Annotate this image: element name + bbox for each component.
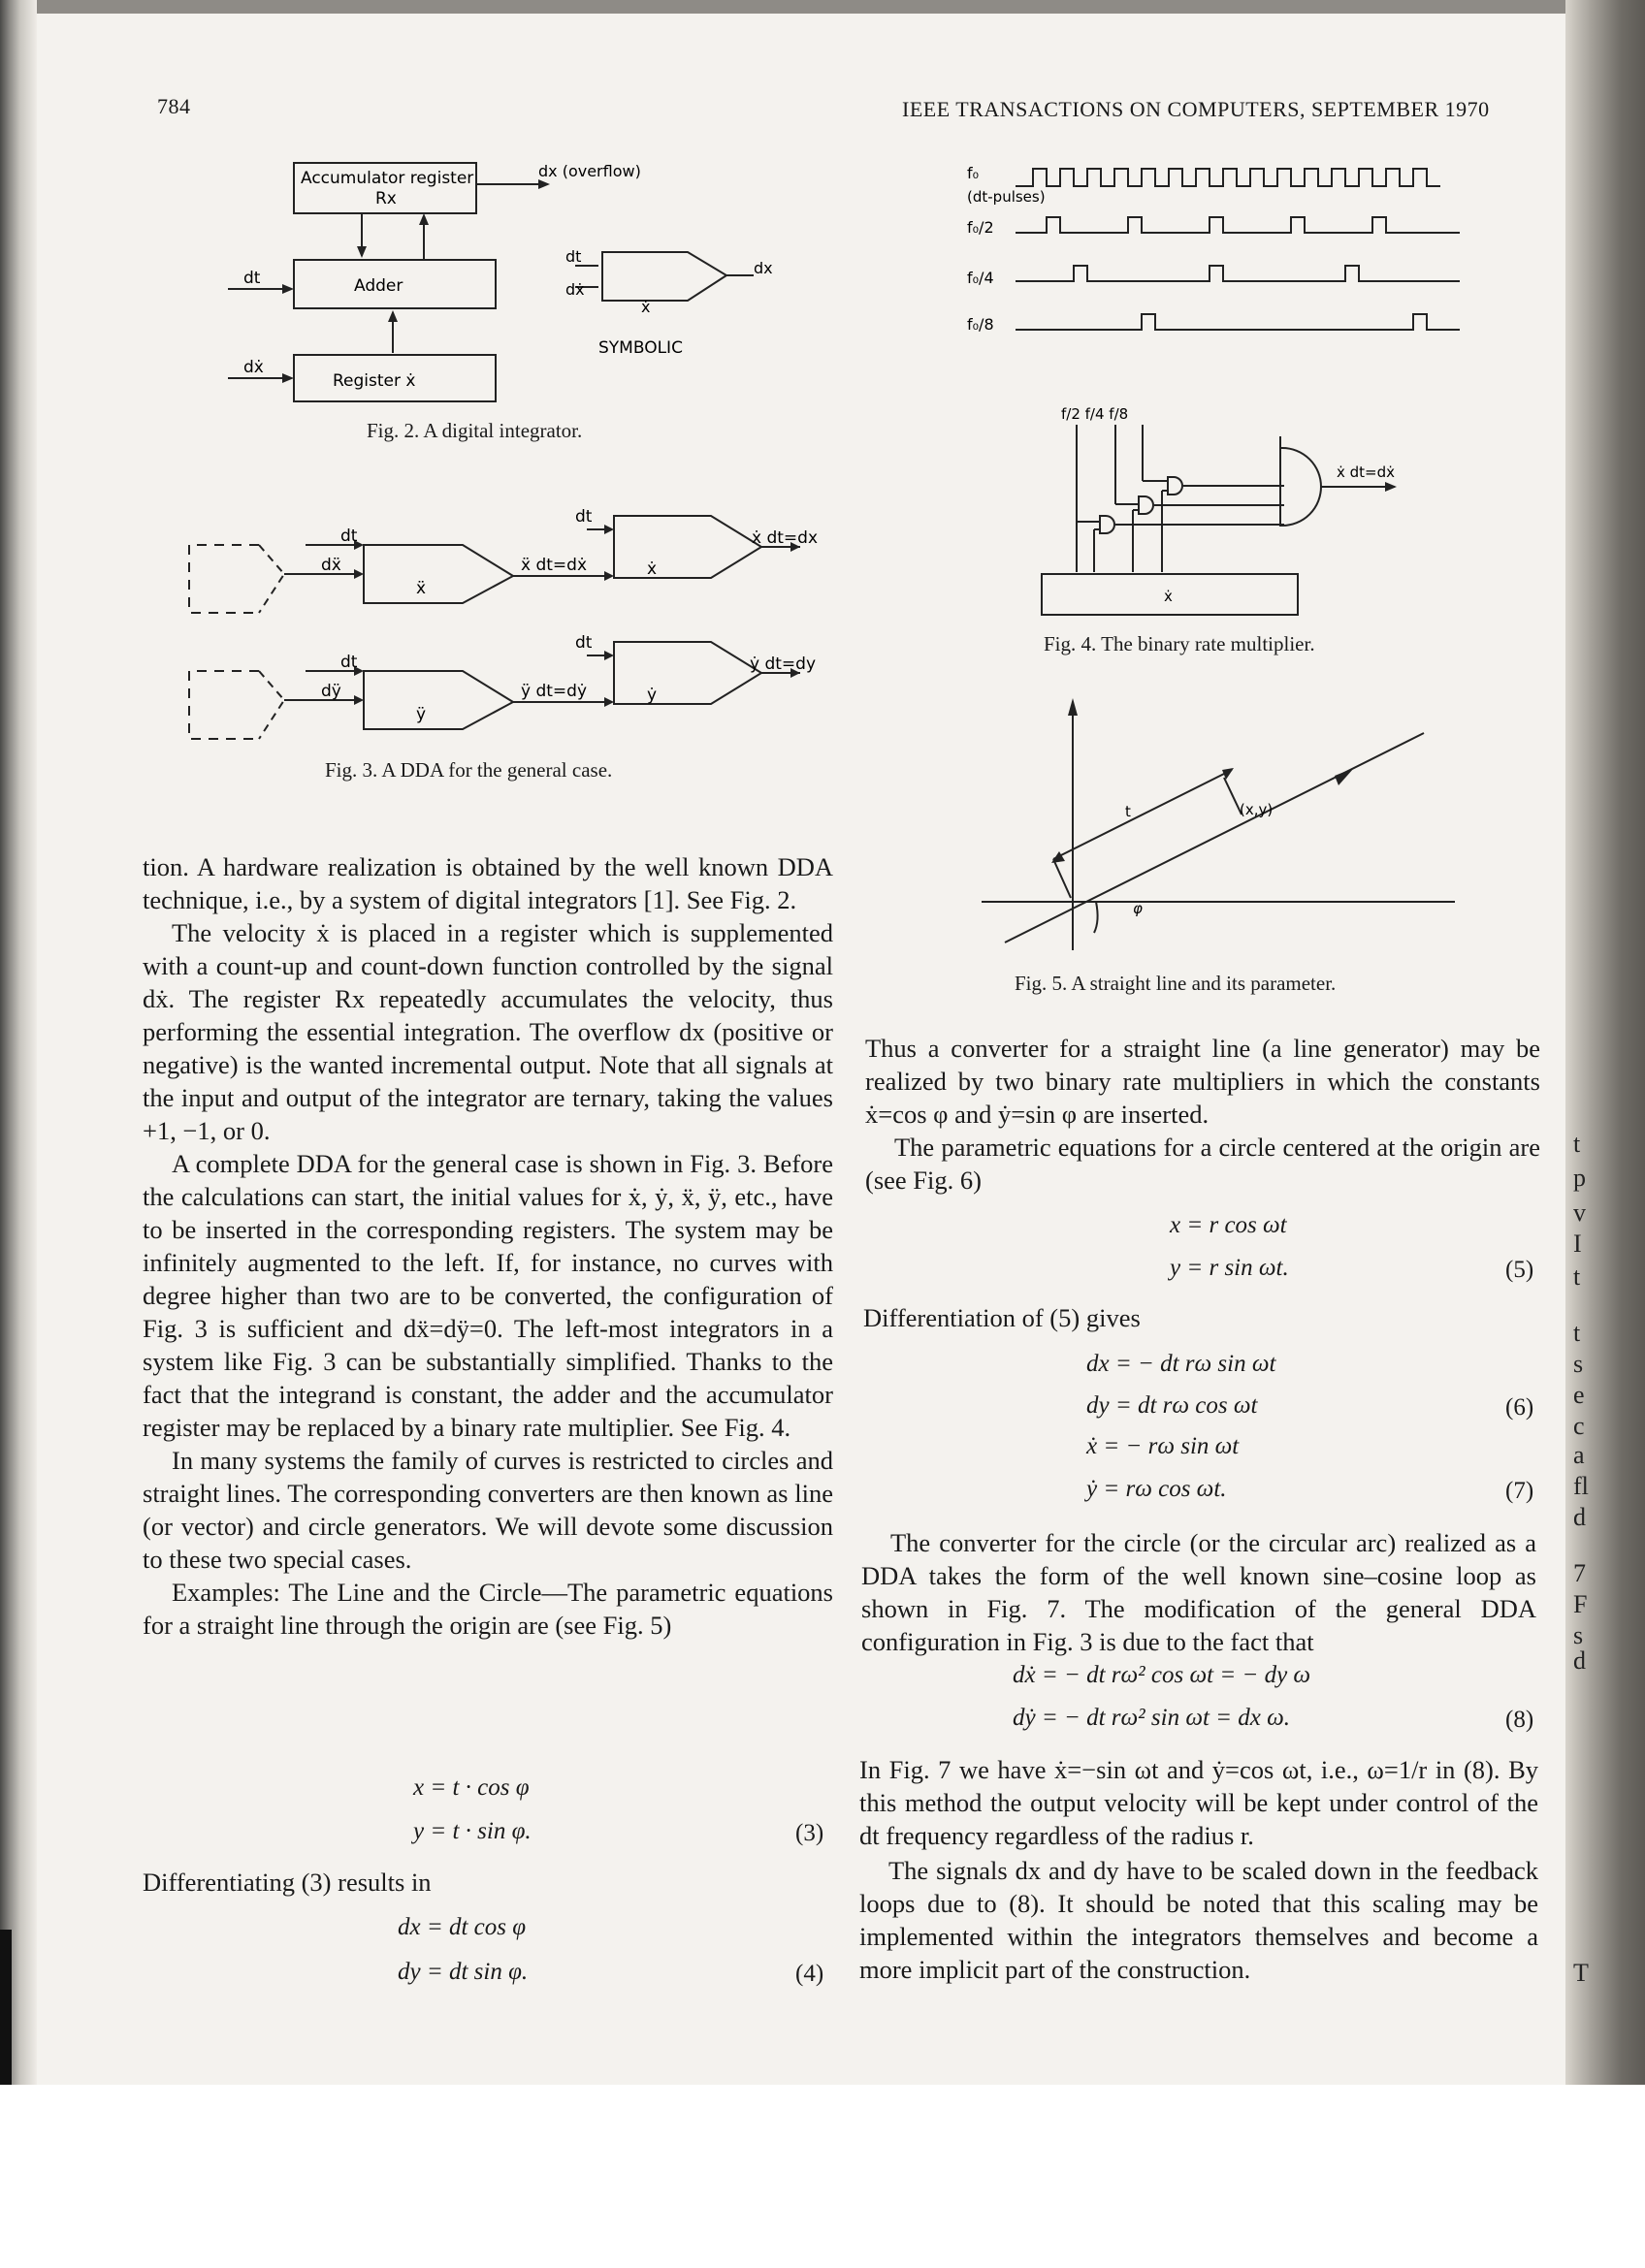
fig2-symbolic-x: ẋ: [641, 298, 651, 316]
left-para-4: In many systems the family of curves is restricted to circles and straight lines. The corresponding converters are then known as line (or vector) and circle generators. We will devote some discussion to these two special cases.: [143, 1446, 833, 1574]
fig3-caption: Fig. 3. A DDA for the general case.: [325, 758, 613, 782]
eq8-line-b: dẏ = − dt rω² sin ωt = dx ω.: [1013, 1705, 1291, 1731]
scan-top-edge: [0, 0, 1645, 14]
timing-f0-label: f₀: [967, 164, 980, 182]
fig4-register-label: ẋ: [1164, 588, 1173, 605]
eq6-number: (6): [1505, 1394, 1534, 1421]
eq3-line-b: y = t · sin φ.: [413, 1818, 532, 1844]
fig2-accumulator-label: Accumulator register: [301, 169, 474, 188]
margin-fragment: I: [1573, 1230, 1582, 1258]
fig5-angle-label: φ: [1133, 900, 1143, 917]
eq3-line-a: x = t · cos φ: [413, 1774, 530, 1801]
margin-fragment: t: [1573, 1262, 1581, 1291]
eq8-number: (8): [1505, 1707, 1534, 1733]
fig3-row1-mid: ẍ dt=dẋ: [521, 556, 588, 575]
fig3-row1-x-right: ẋ: [647, 559, 658, 579]
fig3-row1-out: ẋ dt=dx: [752, 528, 819, 548]
margin-fragment: d: [1573, 1503, 1586, 1531]
fig3-row2-dt-right: dt: [575, 633, 593, 653]
right-para-5: In Fig. 7 we have ẋ=−sin ωt and ẏ=cos ωt, i.e., ω=1/r in (8). By this method the output velocity will be kept under control of the dt frequency regardless of the radius r.: [859, 1755, 1538, 1850]
fig3-row1-integrator-right: [614, 516, 761, 578]
binding-shadow: [0, 0, 37, 2085]
fig2-input-dt: dt: [243, 269, 261, 288]
fig3-row2-integrator-left: [364, 671, 513, 729]
left-para-6: Differentiating (3) results in: [143, 1868, 432, 1897]
eq4-number: (4): [795, 1961, 824, 1987]
fig3-row1-dt-left: dt: [340, 527, 358, 546]
margin-fragment: t: [1573, 1319, 1581, 1347]
fig4-output-label: ẋ dt=dẋ: [1337, 463, 1396, 481]
fig4-and-gate-1: [1100, 516, 1114, 533]
fig4-and-gate-3: [1168, 477, 1182, 495]
right-para-4: The converter for the circle (or the circular arc) realized as a DDA takes the form of the well known sine–cosine loop as shown in Fig. 7. The modification of the general DDA configuration in Fig. 3 is due to the fact that: [861, 1528, 1536, 1656]
fig3-row1-dx-left: dẍ: [321, 556, 341, 575]
eq7-line-a: ẋ = − rω sin ωt: [1086, 1433, 1240, 1459]
page-number: 784: [157, 94, 191, 118]
page-curl-shadow: [1565, 0, 1645, 2085]
fig2-input-dx: dẋ: [243, 358, 264, 377]
fig3-row2-dy-left: dÿ: [321, 682, 341, 701]
fig2-symbolic-dt: dt: [565, 247, 582, 266]
fig2-register-label: Register ẋ: [333, 371, 416, 391]
fig3-row2-integrator-right: [614, 642, 761, 704]
fig4-and-gate-2: [1139, 496, 1153, 514]
right-para-6: The signals dx and dy have to be scaled down in the feedback loops due to (8). It should be noted that this scaling may be implemented within the integrators themselves and become a more implicit part of the construction.: [859, 1856, 1538, 1984]
fig3-row2-out: ẏ dt=dy: [750, 655, 817, 674]
eq7-line-b: ẏ = rω cos ωt.: [1086, 1476, 1227, 1502]
left-para-1: tion. A hardware realization is obtained by the well known DDA technique, i.e., by a system of digital integrators [1]. See Fig. 2.: [143, 852, 833, 914]
fig2-symbolic-dx: dẋ: [565, 280, 585, 299]
fig5-point-label: (x,y): [1240, 801, 1274, 818]
fig2-diagram: [218, 155, 800, 417]
margin-fragment: c: [1573, 1412, 1585, 1440]
eq5-line-b: y = r sin ωt.: [1170, 1255, 1289, 1281]
margin-fragment: t: [1573, 1130, 1581, 1158]
right-column: [865, 1032, 1540, 1197]
left-column: [143, 850, 833, 1642]
fig4-inputs-label: f/2 f/4 f/8: [1061, 407, 1129, 423]
eq4-line-a: dx = dt cos φ: [398, 1914, 527, 1940]
fig5-diagram: [980, 688, 1465, 970]
fig3-row2-dt-left: dt: [340, 653, 358, 672]
symbolic-integrator: [602, 252, 726, 301]
f0-pulse-train: [1016, 169, 1440, 186]
fig5-t-label: t: [1125, 803, 1131, 820]
margin-fragment: e: [1573, 1381, 1585, 1409]
fig4-diagram: [1028, 407, 1474, 621]
left-para-3: A complete DDA for the general case is shown in Fig. 3. Before the calculations can start, the initial values for ẋ, ẏ, ẍ, ÿ, etc., have to be inserted in the corresponding registers. The system may be infinitely augmented to the left. If, for instance, no curves with degree higher than two are to be converted, the configuration of Fig. 3 is sufficient and dẍ=dÿ=0. The left-most integrators in a system like Fig. 3 can be substantially simplified. Thanks to the fact that the integrand is constant, the adder and the accumulator register may be replaced by a binary rate multiplier. See Fig. 4.: [143, 1149, 833, 1442]
fig4-or-gate: [1280, 436, 1321, 526]
fig2-adder-label: Adder: [354, 276, 403, 296]
fig5-caption: Fig. 5. A straight line and its parameter.: [1015, 972, 1337, 995]
left-para-5: Examples: The Line and the Circle—The parametric equations for a straight line through the origin are (see Fig. 5): [143, 1578, 833, 1640]
margin-fragment: 7: [1573, 1559, 1586, 1587]
fig2-symbolic-label: SYMBOLIC: [598, 338, 683, 358]
eq3-number: (3): [795, 1820, 824, 1846]
fig3-diagram: [179, 504, 858, 747]
eq5-line-a: x = r cos ωt: [1170, 1212, 1287, 1238]
margin-fragment: a: [1573, 1441, 1585, 1469]
margin-fragment: F: [1573, 1590, 1588, 1618]
fig3-row2-y-right: ẏ: [647, 686, 658, 705]
fig5-line: [1005, 733, 1424, 942]
margin-fragment: T: [1573, 1959, 1589, 1987]
eq5-number: (5): [1505, 1257, 1534, 1283]
running-title: IEEE TRANSACTIONS ON COMPUTERS, SEPTEMBER 1970: [902, 97, 1490, 121]
fig3-row1-dt-right: dt: [575, 507, 593, 527]
margin-fragment: fl: [1573, 1472, 1589, 1500]
eq7-number: (7): [1505, 1478, 1534, 1504]
f4-pulse-train: [1016, 266, 1460, 281]
timing-dt-pulses-label: (dt-pulses): [967, 188, 1046, 206]
margin-fragment: p: [1573, 1164, 1586, 1192]
fig3-row1-x-left: ẍ: [416, 579, 427, 598]
eq6-line-b: dy = dt rω cos ωt: [1086, 1392, 1258, 1419]
f8-pulse-train: [1016, 314, 1460, 330]
fig2-accumulator-sub: Rx: [375, 189, 397, 208]
margin-fragment: s: [1573, 1621, 1584, 1649]
fig3-row2-y-left: ÿ: [416, 705, 427, 724]
fig2-symbolic-out: dx: [754, 259, 773, 277]
timing-f8-label: f₀/8: [967, 315, 994, 334]
right-para-2: The parametric equations for a circle centered at the origin are (see Fig. 6): [865, 1133, 1540, 1195]
fig3-row2-dashed-left: [189, 671, 259, 739]
right-para-3: Differentiation of (5) gives: [863, 1303, 1141, 1332]
fig3-row2-mid: ÿ dt=dẏ: [521, 682, 588, 701]
margin-fragment: d: [1573, 1646, 1586, 1675]
eq8-line-a: dẋ = − dt rω² cos ωt = − dy ω: [1013, 1662, 1311, 1688]
margin-fragment: v: [1573, 1198, 1586, 1227]
eq4-line-b: dy = dt sin φ.: [398, 1959, 529, 1985]
fig2-overflow-label: dx (overflow): [538, 162, 641, 180]
timing-diagram: [965, 155, 1489, 339]
timing-f4-label: f₀/4: [967, 269, 994, 287]
fig3-row1-dashed-left: [189, 545, 259, 613]
timing-f2-label: f₀/2: [967, 218, 994, 237]
fig4-caption: Fig. 4. The binary rate multiplier.: [1044, 632, 1315, 655]
eq6-line-a: dx = − dt rω sin ωt: [1086, 1351, 1276, 1377]
margin-fragment: s: [1573, 1350, 1584, 1378]
f2-pulse-train: [1016, 217, 1460, 233]
fig5-t-dimension: [1053, 770, 1232, 859]
left-para-2: The velocity ẋ is placed in a register which is supplemented with a count-up and count-down function controlled by the signal dẋ. The register Rx repeatedly accumulates the velocity, thus performing the essential integration. The overflow dx (positive or negative) is the wanted incremental output. Note that all signals at the input and output of the integrator are ternary, taking the values +1, −1, or 0.: [143, 918, 833, 1145]
fig3-row1-integrator-left: [364, 545, 513, 603]
right-para-1: Thus a converter for a straight line (a line generator) may be realized by two binary rate multipliers in which the constants ẋ=cos φ and ẏ=sin φ are inserted.: [865, 1034, 1540, 1129]
fig2-caption: Fig. 2. A digital integrator.: [367, 419, 583, 442]
